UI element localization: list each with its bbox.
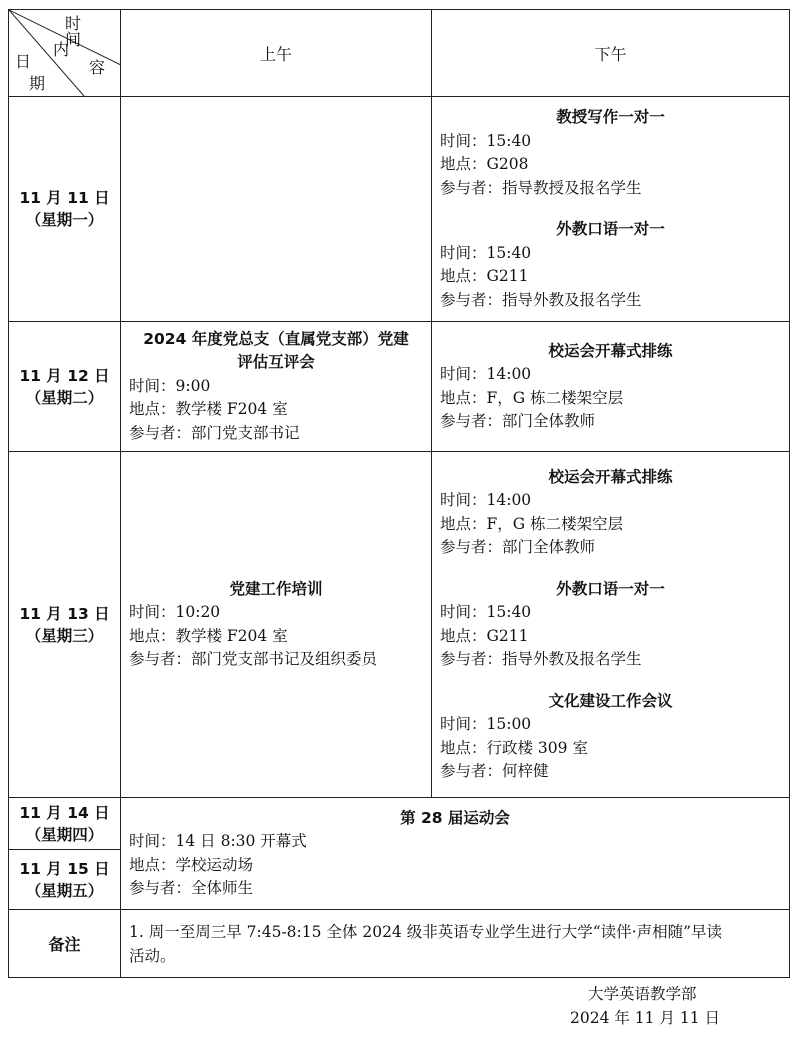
event-title: 党建工作培训	[229, 579, 323, 598]
event-participants: 参与者：部门党支部书记及组织委员	[129, 650, 378, 668]
corner-content-label-1: 内	[53, 40, 70, 59]
day-row-thursday	[9, 798, 790, 850]
event-participants: 参与者：指导外教及报名学生	[440, 290, 642, 309]
date-text: 11 月 12 日	[19, 366, 110, 385]
event-block	[440, 466, 781, 560]
event-place: 地点：教学楼 F204 室	[129, 400, 288, 419]
event-block	[440, 218, 781, 312]
header-row	[9, 10, 790, 97]
event-block	[440, 340, 781, 434]
event-participants: 参与者：部门全体教师	[440, 412, 596, 430]
date-cell	[9, 452, 121, 798]
event-participants: 参与者：指导教授及报名学生	[440, 178, 642, 197]
event-time: 时间：15:00	[440, 715, 532, 733]
corner-date-label-2: 期	[29, 74, 46, 93]
date-cell	[9, 798, 121, 850]
afternoon-cell	[432, 97, 790, 322]
corner-content-label-2: 容	[89, 58, 106, 77]
remarks-cell	[121, 910, 790, 978]
weekly-schedule-table	[8, 9, 790, 978]
corner-date-label-1: 日	[15, 52, 32, 71]
event-time: 时间：9:00	[129, 376, 211, 395]
weekday-text: （星期二）	[25, 388, 104, 407]
event-title: 第 28 届运动会	[400, 808, 510, 827]
remark-line-2: 活动。	[129, 946, 176, 965]
event-place: 地点：F，G 栋二楼架空层	[440, 388, 624, 407]
remark-line-1: 1. 周一至周三早 7:45-8:15 全体 2024 级非英语专业学生进行大学“读伴·声相随”早读	[129, 922, 722, 941]
event-block	[440, 690, 781, 784]
afternoon-header: 下午	[432, 10, 790, 97]
event-title: 外教口语一对一	[556, 220, 665, 238]
event-time: 时间：15:40	[440, 131, 532, 150]
morning-cell	[121, 322, 432, 452]
event-title: 校运会开幕式排练	[548, 341, 673, 360]
event-place: 地点：F，G 栋二楼架空层	[440, 514, 624, 533]
issue-date: 2024 年 11 月 11 日	[570, 1009, 721, 1027]
event-title: 教授写作一对一	[556, 108, 665, 126]
event-title-line-1: 2024 年度党总支（直属党支部）党建	[143, 329, 409, 348]
event-participants: 参与者：部门全体教师	[440, 538, 596, 556]
corner-diagonal-header	[9, 10, 121, 97]
date-text: 11 月 14 日	[19, 803, 110, 822]
remarks-label: 备注	[9, 910, 121, 978]
remarks-row	[9, 910, 790, 978]
event-place: 地点：学校运动场	[129, 855, 254, 874]
date-text: 11 月 13 日	[19, 604, 110, 623]
morning-cell-empty	[121, 97, 432, 322]
event-participants: 参与者：全体师生	[129, 879, 254, 897]
event-title: 外教口语一对一	[556, 579, 665, 598]
event-participants: 参与者：何梓健	[440, 762, 549, 780]
day-row-wednesday	[9, 452, 790, 798]
event-time: 时间：15:40	[440, 243, 532, 262]
event-block	[440, 578, 781, 672]
event-time: 时间：14:00	[440, 365, 532, 383]
date-cell	[9, 322, 121, 452]
event-place: 地点：行政楼 309 室	[440, 738, 588, 757]
weekday-text: （星期三）	[25, 626, 104, 645]
event-time: 时间：15:40	[440, 603, 532, 621]
event-place: 地点：教学楼 F204 室	[129, 626, 288, 645]
morning-cell	[121, 452, 432, 798]
weekday-text: （星期五）	[25, 881, 104, 900]
event-time: 时间：14:00	[440, 491, 532, 509]
date-text: 11 月 11 日	[19, 189, 110, 207]
afternoon-cell	[432, 322, 790, 452]
sports-meet-cell	[121, 798, 790, 910]
event-place: 地点：G211	[440, 626, 529, 645]
department-name: 大学英语教学部	[588, 985, 697, 1003]
corner-time-label: 时 间	[65, 14, 88, 49]
event-block	[129, 578, 423, 672]
signature-footer	[570, 983, 770, 1033]
event-participants: 参与者：部门党支部书记	[129, 423, 300, 442]
day-row-monday	[9, 97, 790, 322]
day-row-tuesday	[9, 322, 790, 452]
event-place: 地点：G208	[440, 155, 529, 173]
date-text: 11 月 15 日	[19, 859, 110, 878]
event-title-line-2: 评估互评会	[237, 353, 315, 372]
afternoon-cell	[432, 452, 790, 798]
date-cell	[9, 850, 121, 910]
event-participants: 参与者：指导外教及报名学生	[440, 650, 642, 668]
event-block	[129, 328, 423, 446]
event-title: 文化建设工作会议	[548, 691, 673, 710]
event-place: 地点：G211	[440, 267, 529, 285]
event-time: 时间：10:20	[129, 603, 221, 621]
morning-header: 上午	[121, 10, 432, 97]
weekday-text: （星期一）	[25, 211, 104, 229]
event-title: 校运会开幕式排练	[548, 467, 673, 486]
weekday-text: （星期四）	[25, 825, 104, 844]
event-block	[440, 106, 781, 200]
date-cell	[9, 97, 121, 322]
event-time: 时间：14 日 8:30 开幕式	[129, 832, 307, 850]
